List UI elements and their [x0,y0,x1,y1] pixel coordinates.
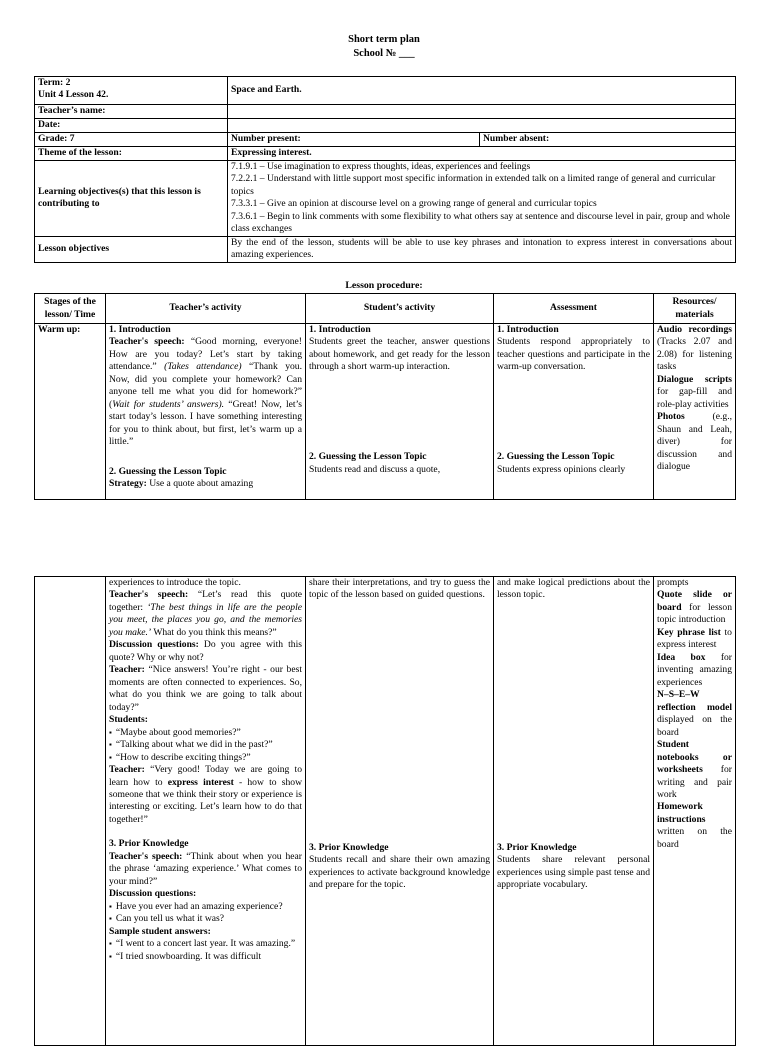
student-text: Students greet the teacher, answer questions about homework, and get ready for the lesson through a short warm-up interaction. [309,336,490,373]
list-item: ▪ “I tried snowboarding. It was difficult [109,951,302,963]
column-header: Assessment [494,294,654,324]
learning-objectives-label: Learning objectives(s) that this lesson is contributing to [35,161,228,237]
column-header: Stages of the lesson/ Time [35,294,106,324]
column-header: Resources/ materials [654,294,736,324]
list-item: ▪ Have you ever had an amazing experience? [109,901,302,913]
procedure-table [34,293,736,500]
teacher-name-label: Teacher’s name: [35,105,228,119]
section-title: 3. Prior Knowledge [109,838,189,850]
term: Term: 2 [38,77,71,88]
speech-label: Teacher's speech: [109,336,185,348]
resource-label: Audio recordings [657,324,732,335]
list-item: ▪ “Talking about what we did in the past?” [109,739,302,751]
learning-objectives-list [228,161,736,237]
section-title: 1. Introduction [497,324,559,335]
objective-item: 7.3.6.1 – Begin to link comments with some flexibility to what others say at sentence and discourse level in pair, group and whole class exchanges [231,210,730,235]
resource-text: to express interest [657,626,732,651]
stage-label: Warm up: [35,324,106,500]
resource-text: for inventing amazing experiences [657,651,732,688]
grade-label: Grade: 7 [35,133,228,147]
school-number: School № ___ [353,48,415,59]
strategy-label: Strategy: [109,478,147,490]
student-guess-list [109,727,302,764]
speech-label: Teacher's speech: [109,850,183,862]
resource-label: Homework instructions [657,801,706,825]
resource-label: Dialogue scripts [657,373,732,385]
teacher-text: What do you think this means?” [151,626,277,638]
resource-text: for gap-fill and role-play activities [657,386,732,410]
discussion-text: Do you agree with this quote? Why or why not? [109,639,302,663]
assessment-text: Students respond appropriately to teacher questions and participate in the warm-up conversation. [497,336,650,373]
section-title: 1. Introduction [109,324,171,335]
objective-item: 7.2.2.1 – Understand with little support most specific information in extended talk on a limited range of general and curricular topics [231,173,716,197]
resources-cell [654,577,736,1046]
teacher-text: - how to show someone that we think their story or experience is interesting or exciting. Let’s learn how to do that together!” [109,776,302,825]
column-header: Student’s activity [306,294,494,324]
discussion-label: Discussion questions: [109,639,199,651]
teacher-note: Wait for students’ answers). [112,398,225,410]
teacher-activity-cell [106,577,306,1046]
term-unit-cell [35,77,228,105]
section-title: 1. Introduction [309,324,371,335]
lesson-info-table [34,76,736,263]
section-title: 2. Guessing the Lesson Topic [497,451,615,463]
student-text: Students recall and share their own amazing experiences to activate background knowledge and prepare for the topic. [309,854,490,891]
resource-text: (Tracks 2.07 and 2.08) for listening tasks [657,336,732,373]
resource-text: for lesson topic introduction [657,601,732,626]
quote-text: ‘The best things in life are the people you meet, the places you go, and the memories you make.’ [109,601,302,638]
sample-answers-label: Sample student answers: [109,925,211,937]
teacher-name-value [228,105,736,119]
teacher-text: experiences to introduce the topic. [109,577,241,588]
lesson-objectives-label: Lesson objectives [35,236,228,262]
column-header: Teacher’s activity [106,294,306,324]
resource-text: written on the board [657,826,732,850]
teacher-text: “Let’s read this quote together: [109,589,302,613]
number-present: Number present: [228,133,480,147]
section-title: 2. Guessing the Lesson Topic [309,451,427,463]
resource-label: Key phrase list [657,626,721,638]
theme-label: Theme of the lesson: [35,147,228,161]
strategy-text: Use a quote about amazing [146,478,254,490]
resource-label: N–S–E–W reflection model [657,689,732,713]
resource-label: Idea box [657,651,706,663]
lesson-objectives-value: By the end of the lesson, students will be able to use key phrases and intonation to express interest in conversations about amazing experiences. [228,236,736,262]
theme-value: Expressing interest. [228,147,736,161]
teacher-label: Teacher: [109,664,145,676]
date-value [228,119,736,133]
teacher-activity-cell [106,324,306,500]
prior-question-list [109,901,302,926]
unit-lesson: Unit 4 Lesson 42. [38,89,109,101]
student-text: share their interpretations, and try to guess the topic of the lesson based on guided questions. [309,577,490,601]
sample-answer-list [109,938,302,963]
objective-item: 7.3.3.1 – Give an opinion at discourse level on a growing range of general and curricular topics [231,198,597,210]
section-title: 2. Guessing the Lesson Topic [109,465,227,477]
speech-label: Teacher's speech: [109,589,189,601]
stage-cell [35,577,106,1046]
teacher-text: “Great! Now, let’s start today’s lesson. I have something interesting for you to think about, but first, let’s warm up a little.” [109,398,302,448]
objective-item: 7.1.9.1 – Use imagination to express thoughts, ideas, experiences and feelings [231,161,531,172]
teacher-text: “Nice answers! You’re right - our best moments are often connected to experiences. So, what do you think we are going to talk about today?” [109,664,302,713]
assessment-cell [494,324,654,500]
express-interest-term: express interest [167,776,234,788]
student-activity-cell [306,577,494,1046]
student-text: Students read and discuss a quote, [309,463,441,475]
teacher-text: “Very good! Today we are going to learn how to [109,764,302,788]
assessment-cell [494,577,654,1046]
lesson-topic: Space and Earth. [228,77,736,105]
list-item: ▪ “How to describe exciting things?” [109,752,302,764]
resource-text: for writing and pair work [657,764,732,800]
teacher-text: “Think about when you hear the phrase ‘amazing experience.’ What comes to your mind?” [109,850,302,887]
assessment-text: Students share relevant personal experiences using simple past tense and appropriate vocabulary. [497,854,650,891]
teacher-text: “Thank you. Now, did you complete your homework? Can anyone tell me what you did for homework?” ( [109,361,302,410]
document-title: Short term plan [348,34,420,45]
teacher-label: Teacher: [109,764,145,776]
discussion-label: Discussion questions: [109,888,197,900]
students-label: Students: [109,714,148,726]
assessment-text: Students express opinions clearly [497,463,626,475]
resource-label: Photos [657,411,685,423]
resource-label: Quote slide or board [657,589,732,613]
number-absent: Number absent: [480,133,736,147]
resource-label: Student notebooks or worksheets [657,739,732,776]
procedure-table-continued [34,576,736,1046]
procedure-heading: Lesson procedure: [345,280,423,291]
list-item: ▪ “Maybe about good memories?” [109,727,302,739]
assessment-text: and make logical predictions about the lesson topic. [497,577,650,601]
resource-text: displayed on the board [657,714,732,738]
section-title: 3. Prior Knowledge [309,842,389,853]
teacher-note: (Takes attendance) [164,361,242,373]
resource-text: (e.g., Shaun and Leah, diver) for discussion and dialogue [657,411,732,473]
resources-cell [654,324,736,500]
date-label: Date: [35,119,228,133]
teacher-text: “Good morning, everyone! How are you today? Let’s start by taking attendance.” [109,336,302,373]
section-title: 3. Prior Knowledge [497,842,577,853]
student-activity-cell [306,324,494,500]
list-item: ▪ Can you tell us what it was? [109,913,302,925]
resource-text: prompts [657,577,689,588]
list-item: ▪ “I went to a concert last year. It was amazing.” [109,938,302,950]
